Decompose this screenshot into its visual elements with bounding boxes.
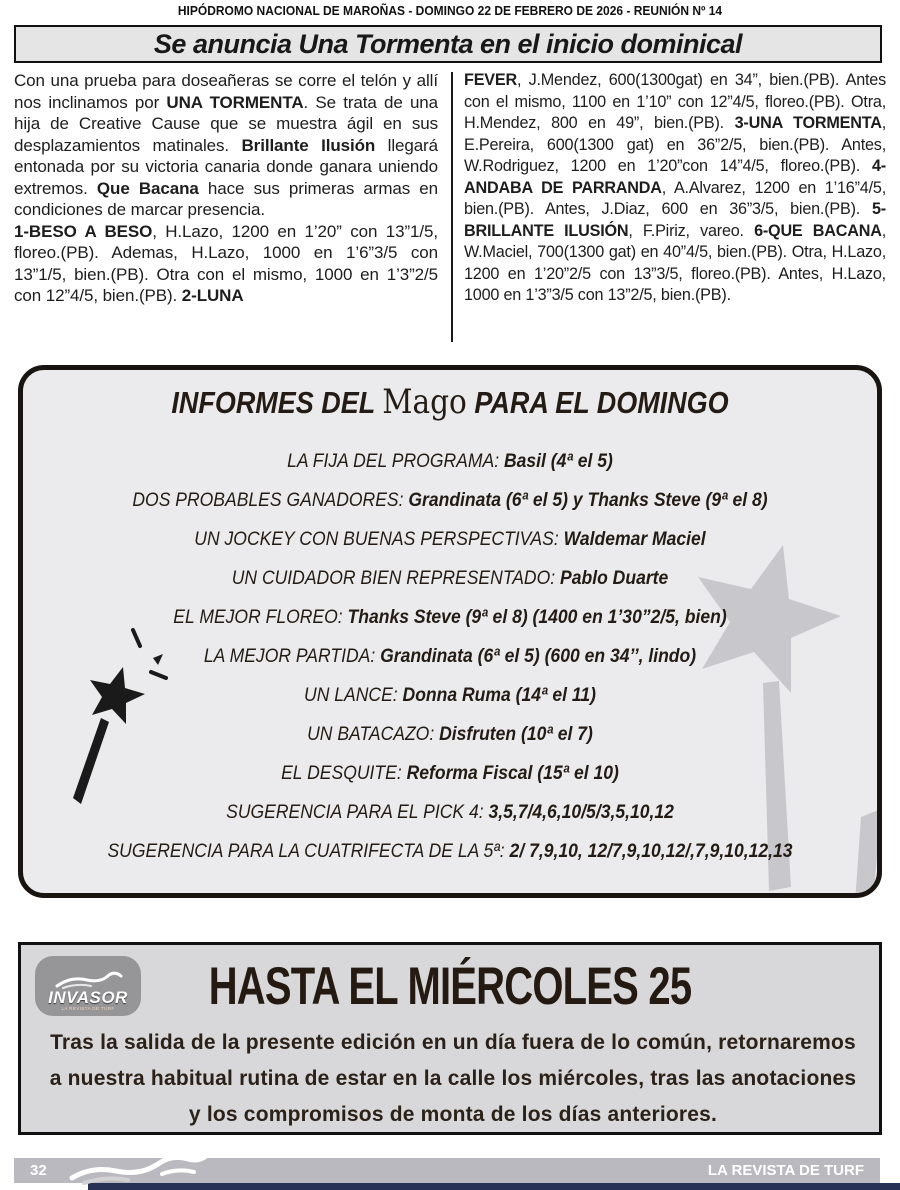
footer-brand: LA REVISTA DE TURF bbox=[707, 1162, 864, 1179]
article-text-segment: hace sus primeras armas en condiciones de marcar presencia. bbox=[14, 178, 439, 219]
article-left-column bbox=[14, 70, 438, 307]
article-text-segment: 1-BESO A BESO bbox=[14, 221, 153, 241]
informes-item bbox=[66, 762, 835, 785]
informes-item-label: UN LANCE: bbox=[304, 684, 403, 706]
horse-silhouette-icon bbox=[66, 1144, 216, 1186]
informes-item-label: UN CUIDADOR BIEN REPRESENTADO: bbox=[231, 567, 561, 589]
informes-item-value: Pablo Duarte bbox=[560, 567, 669, 589]
informes-item-value: Thanks Steve (9ª el 8) (1400 en 1’30”2/5, bien) bbox=[347, 606, 727, 628]
informes-item bbox=[66, 450, 835, 473]
article-text-segment: 2-LUNA bbox=[181, 286, 244, 305]
informes-item bbox=[66, 645, 835, 668]
informes-item bbox=[66, 801, 835, 824]
article-text-segment: UNA TORMENTA bbox=[166, 92, 304, 112]
informes-title-mago: Mago bbox=[382, 382, 467, 422]
informes-item bbox=[66, 723, 835, 746]
article-paragraph bbox=[14, 70, 438, 221]
informes-item-value: 3,5,7/4,6,10/5/3,5,10,12 bbox=[488, 801, 674, 823]
informes-title bbox=[79, 382, 822, 422]
article-text-segment: FEVER bbox=[464, 71, 517, 89]
notice-title: HASTA EL MIÉRCOLES 25 bbox=[208, 956, 692, 1016]
article-text-segment: , W.Maciel, 700(1300 gat) en 40”4/5, bien.(PB). Otra, H.Lazo, 1200 en 1’20”2/5 con 13”3/5, floreo.(PB). Antes, H.Lazo, 1000 en 1’3”3/5 con 13”2/5, bien.(PB). bbox=[464, 221, 886, 304]
article-text-segment: , F.Piriz, vareo. bbox=[628, 221, 755, 240]
informes-item-label: UN JOCKEY CON BUENAS PERSPECTIVAS: bbox=[194, 528, 564, 550]
informes-item bbox=[66, 489, 835, 512]
article-text-segment: 5-BRILLANTE ILUSIÓN bbox=[464, 200, 886, 240]
informes-item-value: Waldemar Maciel bbox=[563, 528, 706, 550]
article-text-segment: . Se trata de una hija de Creative Cause que se muestra ágil en sus desplazamientos matinales. bbox=[14, 92, 439, 155]
notice-box bbox=[18, 942, 882, 1135]
informes-item bbox=[66, 840, 835, 863]
article-text-segment: Brillante Ilusión bbox=[241, 135, 376, 155]
informes-item bbox=[66, 567, 835, 590]
article bbox=[14, 70, 886, 346]
informes-item-label: LA MEJOR PARTIDA: bbox=[203, 645, 381, 667]
informes-item-label: SUGERENCIA PARA LA CUATRIFECTA DE LA 5ª: bbox=[107, 840, 510, 862]
article-text-segment: , J.Mendez, 600(1300gat) en 34”, bien.(PB). Antes con el mismo, 1100 en 1’10” con 12”4/5, floreo.(PB). Otra, H.Mendez, 800 en 49”, bien.(PB). bbox=[464, 71, 886, 132]
article-text-segment: , H.Lazo, 1200 en 1’20” con 13”1/5, floreo.(PB). Ademas, H.Lazo, 1000 en 1’6”3/5 con 13”1/5, bien.(PB). Otra con el mismo, 1000 en 1’3”2/5 con 12”4/5, bien.(PB). bbox=[14, 221, 438, 305]
informes-box bbox=[18, 365, 882, 898]
headline: Se anuncia Una Tormenta en el inicio dominical bbox=[153, 28, 743, 59]
article-text-segment: , A.Alvarez, 1200 en 1’16”4/5, bien.(PB). Antes, J.Diaz, 600 en 36”3/5, bien.(PB). bbox=[464, 178, 886, 218]
article-text-segment: , E.Pereira, 600(1300 gat) en 36”2/5, bien.(PB). Antes, W.Rodriguez, 1200 en 1’20”con 14”4/5, floreo.(PB). bbox=[464, 114, 886, 175]
informes-item-label: LA FIJA DEL PROGRAMA: bbox=[287, 450, 504, 472]
article-text-segment: 6-QUE BACANA bbox=[754, 221, 882, 240]
informes-item bbox=[66, 684, 835, 707]
informes-item-value: Disfruten (10ª el 7) bbox=[439, 723, 593, 745]
informes-title-right: PARA EL DOMINGO bbox=[474, 385, 729, 420]
informes-item-value: Basil (4ª el 5) bbox=[503, 450, 613, 472]
informes-item bbox=[66, 606, 835, 629]
column-divider bbox=[451, 72, 453, 342]
article-text-segment: 4-ANDABA DE PARRANDA bbox=[464, 157, 886, 197]
page-header: HIPÓDROMO NACIONAL DE MAROÑAS - DOMINGO 22 DE FEBRERO DE 2026 - REUNIÓN Nº 14 bbox=[177, 4, 723, 18]
article-text-segment: llegará entonada por su victoria canaria donde ganara uniendo extremos. bbox=[14, 135, 438, 198]
informes-item-label: SUGERENCIA PARA EL PICK 4: bbox=[226, 801, 489, 823]
informes-item-value: Grandinata (6ª el 5) y Thanks Steve (9ª el 8) bbox=[408, 489, 768, 511]
article-paragraph bbox=[14, 221, 438, 307]
invasor-logo-text: INVASOR bbox=[48, 988, 128, 1007]
informes-list bbox=[23, 450, 877, 863]
article-right-column bbox=[464, 70, 886, 307]
page-number: 32 bbox=[30, 1162, 47, 1179]
article-text-segment: Con una prueba para doseañeras se corre el telón y allí nos inclinamos por bbox=[14, 71, 438, 112]
informes-item-label: UN BATACAZO: bbox=[307, 723, 440, 745]
informes-item-label: EL MEJOR FLOREO: bbox=[173, 606, 348, 628]
informes-item-label: EL DESQUITE: bbox=[281, 762, 407, 784]
headline-box bbox=[14, 25, 882, 63]
article-text-segment: Que Bacana bbox=[96, 178, 199, 198]
informes-item-value: Grandinata (6ª el 5) (600 en 34’’, lindo) bbox=[380, 645, 697, 667]
informes-item-value: Donna Ruma (14ª el 11) bbox=[402, 684, 596, 706]
informes-item-value: 2/ 7,9,10, 12/7,9,10,12/,7,9,10,12,13 bbox=[509, 840, 793, 862]
article-paragraph bbox=[464, 70, 886, 307]
notice-body: Tras la salida de la presente edición en un día fuera de lo común, retornaremos a nuestra habitual rutina de estar en la calle los miércoles, tras las anotaciones y los compromisos de monta de los días anteriores. bbox=[49, 1031, 857, 1126]
informes-item bbox=[66, 528, 835, 551]
invasor-logo-subtext: LA REVISTA DE TURF bbox=[61, 1006, 115, 1011]
article-text-segment: 3-UNA TORMENTA bbox=[734, 114, 882, 132]
informes-title-left: INFORMES DEL bbox=[171, 385, 375, 420]
informes-item-label: DOS PROBABLES GANADORES: bbox=[132, 489, 409, 511]
informes-item-value: Reforma Fiscal (15ª el 10) bbox=[406, 762, 619, 784]
